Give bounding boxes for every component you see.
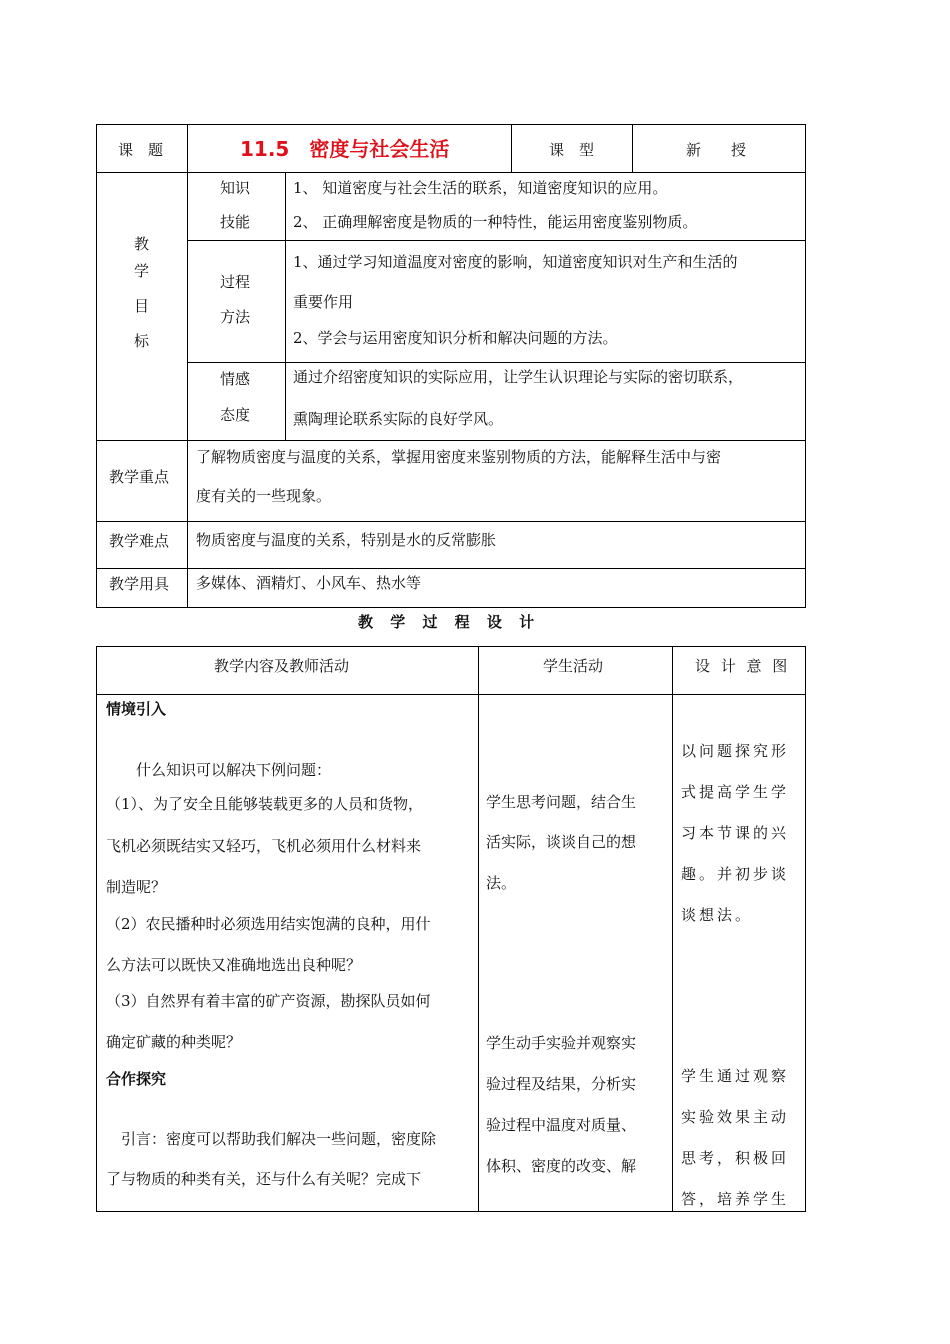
intent-line: 以问题探究形 xyxy=(681,742,790,760)
teacher-line: 制造呢？ xyxy=(106,878,167,896)
teacher-line: 飞机必须既结实又轻巧，飞机必须用什么材料来 xyxy=(106,837,422,855)
col-divider xyxy=(285,172,286,440)
col-divider xyxy=(478,646,479,1212)
row-divider xyxy=(188,240,806,241)
student-line: 活实际，谈谈自己的想 xyxy=(486,833,637,851)
teacher-line: （2）农民播种时必须选用结实饱满的良种，用什 xyxy=(106,915,431,933)
process-label-2: 方法 xyxy=(220,308,251,326)
emotion-label-1: 情感 xyxy=(220,370,251,388)
row-divider xyxy=(188,362,806,363)
section-intro-heading: 情境引入 xyxy=(106,700,167,718)
intent-line: 学生通过观察 xyxy=(681,1067,790,1085)
tools-text: 多媒体、酒精灯、小风车、热水等 xyxy=(196,574,422,592)
knowledge-line-1: 1、 知道密度与社会生活的联系，知道密度知识的应用。 xyxy=(293,179,668,197)
row-divider xyxy=(96,172,806,173)
col-divider xyxy=(672,646,673,1212)
intent-line: 实验效果主动 xyxy=(681,1108,790,1126)
difficulties-label: 教学难点 xyxy=(109,532,170,550)
process-line-2: 重要作用 xyxy=(293,293,354,311)
student-line: 验过程及结果，分析实 xyxy=(486,1075,637,1093)
knowledge-label-2: 技能 xyxy=(220,213,251,231)
col-divider xyxy=(187,124,188,608)
header-divider xyxy=(96,694,806,695)
knowledge-line-2: 2、 正确理解密度是物质的一种特性，能运用密度鉴别物质。 xyxy=(293,213,698,231)
intent-line: 趣。并初步谈 xyxy=(681,865,790,883)
process-design-title: 教 学 过 程 设 计 xyxy=(358,613,541,631)
teacher-line: （3）自然界有着丰富的矿产资源，勘探队员如何 xyxy=(106,992,431,1010)
objectives-label-4: 标 xyxy=(134,332,150,350)
knowledge-label-1: 知识 xyxy=(220,179,251,197)
process-line-3: 2、学会与运用密度知识分析和解决问题的方法。 xyxy=(293,329,618,347)
process-line-1: 1、通过学习知道温度对密度的影响，知道密度知识对生产和生活的 xyxy=(293,253,738,271)
teacher-line: 么方法可以既快又准确地选出良种呢？ xyxy=(106,956,362,974)
row-divider xyxy=(96,521,806,522)
tools-label: 教学用具 xyxy=(109,575,170,593)
teacher-line: （1）、为了安全且能够装载更多的人员和货物， xyxy=(106,795,424,813)
key-points-label: 教学重点 xyxy=(109,468,170,486)
emotion-line-1: 通过介绍密度知识的实际应用，让学生认识理论与实际的密切联系， xyxy=(293,368,744,386)
teacher-line: 确定矿藏的种类呢？ xyxy=(106,1033,242,1051)
section-explore-heading: 合作探究 xyxy=(106,1070,167,1088)
objectives-label-2: 学 xyxy=(134,262,150,280)
intent-line: 答，培养学生 xyxy=(681,1190,790,1208)
process-label-1: 过程 xyxy=(220,273,251,291)
course-title-label: 课 题 xyxy=(118,141,164,159)
header-intent: 设 计 意 图 xyxy=(695,657,791,675)
intent-line: 思考，积极回 xyxy=(681,1149,790,1167)
teacher-line: 引言：密度可以帮助我们解决一些问题，密度除 xyxy=(106,1130,437,1148)
difficulties-text: 物质密度与温度的关系，特别是水的反常膨胀 xyxy=(196,531,497,549)
row-divider xyxy=(96,440,806,441)
student-line: 学生思考问题，结合生 xyxy=(486,793,637,811)
student-line: 法。 xyxy=(486,874,517,892)
objectives-label-3: 目 xyxy=(134,297,150,315)
objectives-label-1: 教 xyxy=(134,235,150,253)
intent-line: 习本节课的兴 xyxy=(681,824,790,842)
emotion-label-2: 态度 xyxy=(220,406,251,424)
header-teacher: 教学内容及教师活动 xyxy=(214,657,350,675)
student-line: 学生动手实验并观察实 xyxy=(486,1034,637,1052)
student-line: 验过程中温度对质量、 xyxy=(486,1116,637,1134)
key-points-line-2: 度有关的一些现象。 xyxy=(196,487,332,505)
student-line: 体积、密度的改变、解 xyxy=(486,1157,637,1175)
intent-line: 式提高学生学 xyxy=(681,783,790,801)
emotion-line-2: 熏陶理论联系实际的良好学风。 xyxy=(293,410,504,428)
lesson-type-label: 课 型 xyxy=(549,141,595,159)
teacher-line: 了与物质的种类有关，还与什么有关呢？完成下 xyxy=(106,1170,422,1188)
col-divider xyxy=(632,124,633,172)
lesson-type-value: 新 授 xyxy=(686,141,747,159)
row-divider xyxy=(96,568,806,569)
teacher-line: 什么知识可以解决下例问题： xyxy=(106,761,332,779)
col-divider xyxy=(511,124,512,172)
intent-line: 谈想法。 xyxy=(681,906,754,924)
course-title: 11.5 密度与社会生活 xyxy=(240,137,450,161)
key-points-line-1: 了解物质密度与温度的关系，掌握用密度来鉴别物质的方法，能解释生活中与密 xyxy=(196,448,722,466)
header-student: 学生活动 xyxy=(543,657,604,675)
